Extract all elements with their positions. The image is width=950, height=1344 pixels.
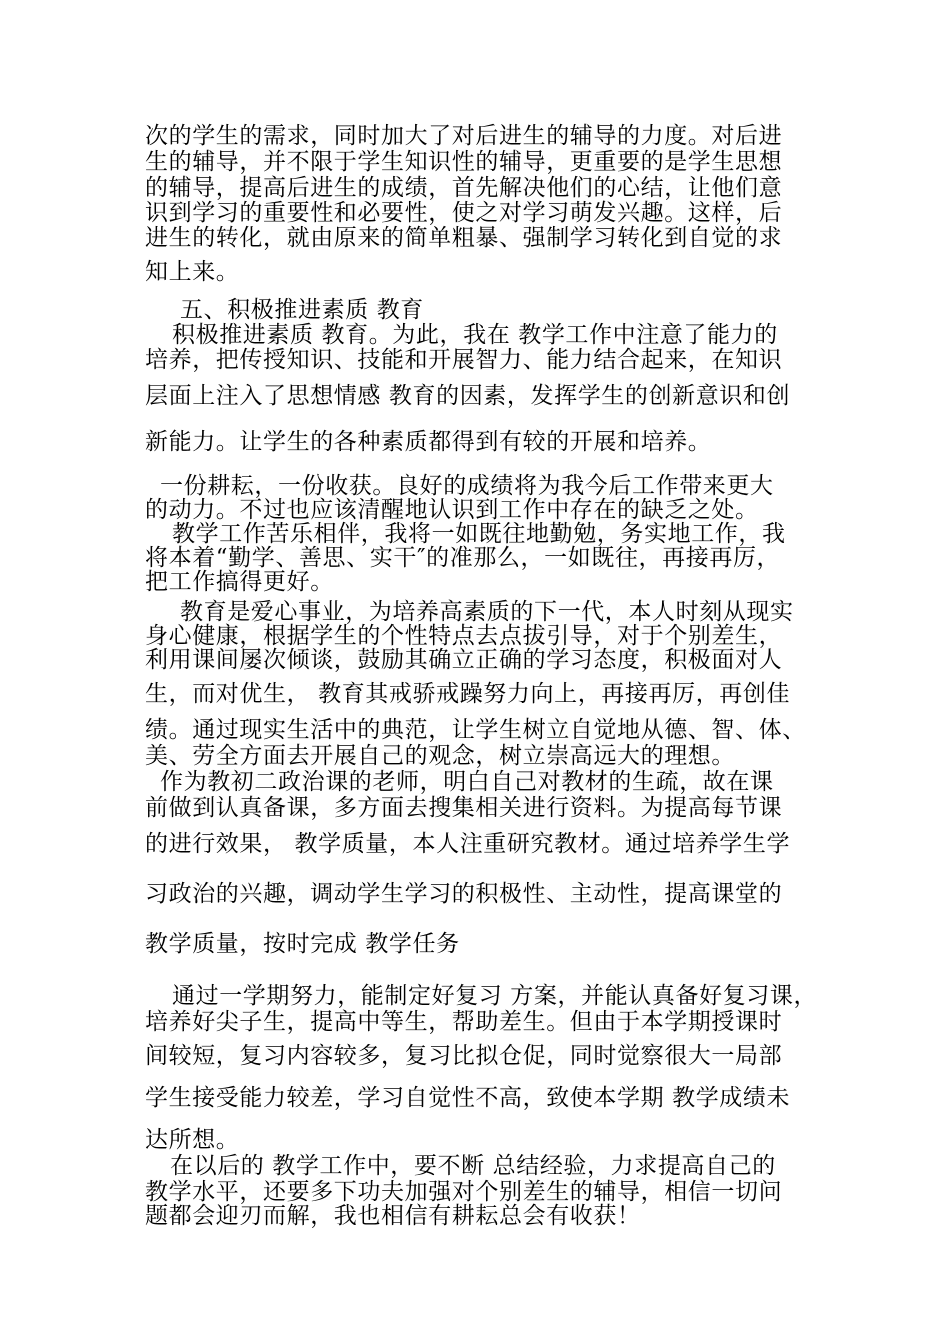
text-line: 教学工作苦乐相伴，我将一如既往地勤勉，务实地工作，我 — [172, 521, 786, 547]
text-line: 培养，把传授知识、技能和开展智力、能力结合起来，在知识 — [145, 347, 783, 373]
text-line: 培养好尖子生，提高中等生，帮助差生。但由于本学期授课时 — [145, 1009, 783, 1035]
text-line: 习政治的兴趣，调动学生学习的积极性、主动性，提高课堂的 — [145, 881, 783, 907]
text-line: 的辅导，提高后进生的成绩，首先解决他们的心结，让他们意 — [145, 175, 783, 201]
text-line: 间较短，复习内容较多，复习比拟仓促，同时觉察很大一局部 — [145, 1043, 783, 1069]
text-line: 身心健康，根据学生的个性特点去点拔引导，对于个别差生， — [145, 623, 783, 649]
text-line: 教学质量，按时完成 教学任务 — [145, 931, 460, 957]
text-line: 美、劳全方面去开展自己的观念，树立崇高远大的理想。 — [145, 743, 735, 769]
text-line: 生的辅导，并不限于学生知识性的辅导，更重要的是学生思想 — [145, 149, 783, 175]
text-line: 把工作搞得更好。 — [145, 569, 334, 595]
text-line: 五、积极推进素质 教育 — [180, 297, 424, 323]
text-line: 进生的转化，就由原来的简单粗暴、强制学习转化到自觉的求 — [145, 225, 783, 251]
text-line: 利用课间屡次倾谈，鼓励其确立正确的学习态度，积极面对人 — [145, 647, 783, 673]
text-line: 积极推进素质 教育。为此，我在 教学工作中注意了能力的 — [172, 322, 778, 348]
text-line: 次的学生的需求，同时加大了对后进生的辅导的力度。对后进 — [145, 123, 783, 149]
text-line: 知上来。 — [145, 259, 240, 285]
text-line: 识到学习的重要性和必要性，使之对学习萌发兴趣。这样，后 — [145, 200, 783, 226]
text-line: 在以后的 教学工作中，要不断 总结经验，力求提高自己的 — [170, 1153, 776, 1179]
text-line: 层面上注入了思想情感 教育的因素，发挥学生的创新意识和创 — [145, 383, 791, 409]
text-line: 题都会迎刃而解，我也相信有耕耘总会有收获！ — [145, 1203, 641, 1229]
text-line: 新能力。让学生的各种素质都得到有较的开展和培养。 — [145, 429, 712, 455]
text-line: 的动力。不过也应该清醒地认识到工作中存在的缺乏之处。 — [145, 497, 759, 523]
text-line: 学生接受能力较差，学习自觉性不高，致使本学期 教学成绩未 — [145, 1085, 791, 1111]
text-line: 达所想。 — [145, 1127, 240, 1153]
text-line: 的进行效果， 教学质量，本人注重研究教材。通过培养学生学 — [145, 831, 791, 857]
text-line: 生，而对优生， 教育其戒骄戒躁努力向上，再接再厉，再创佳 — [145, 681, 791, 707]
text-line: 绩。通过现实生活中的典范，让学生树立自觉地从德、智、体、 — [145, 717, 806, 743]
text-line: 将本着“勤学、善思、实干″的准那么，一如既往，再接再厉， — [145, 545, 781, 571]
text-line: 作为教初二政治课的老师，明白自己对教材的生疏，故在课 — [160, 769, 774, 795]
text-line: 教育是爱心事业，为培养高素质的下一代，本人时刻从现实 — [180, 599, 794, 625]
text-line: 前做到认真备课，多方面去搜集相关进行资料。为提高每节课 — [145, 795, 783, 821]
text-line: 教学水平，还要多下功夫加强对个别差生的辅导，相信一切问 — [145, 1179, 783, 1205]
text-line: 通过一学期努力，能制定好复习 方案，并能认真备好复习课， — [172, 983, 818, 1009]
text-line: 一份耕耘，一份收获。良好的成绩将为我今后工作带来更大 — [160, 473, 774, 499]
